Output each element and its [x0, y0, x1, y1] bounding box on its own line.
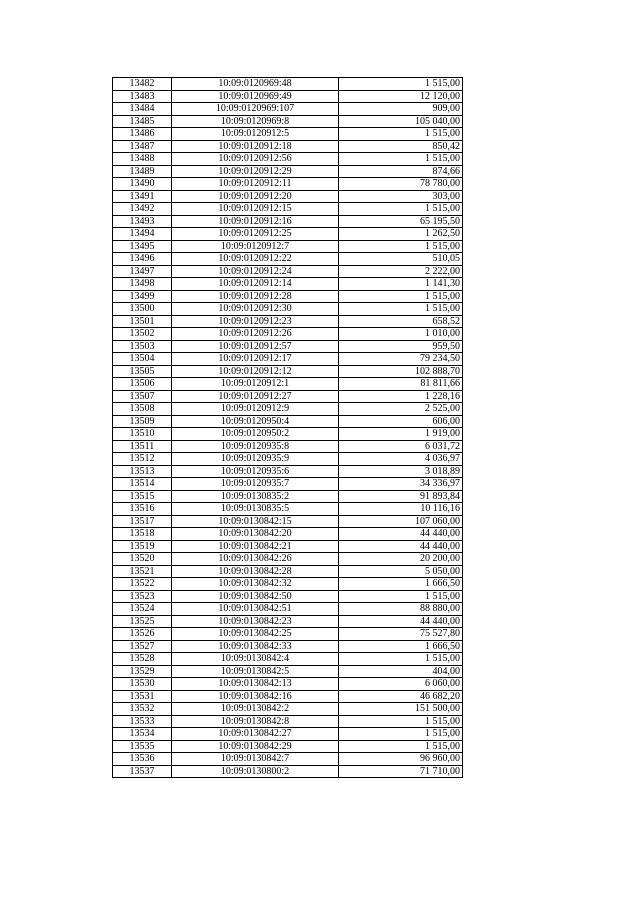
cadastral-number: 10:09:0120912:22 — [172, 253, 339, 266]
table-row — [113, 378, 463, 391]
table-row — [113, 490, 463, 503]
row-number: 13508 — [113, 403, 172, 416]
table-row — [113, 690, 463, 703]
row-number: 13512 — [113, 453, 172, 466]
cadastral-number: 10:09:0120969:8 — [172, 115, 339, 128]
amount-value: 34 336,97 — [339, 478, 463, 491]
amount-value: 1 515,00 — [339, 653, 463, 666]
amount-value: 96 960,00 — [339, 753, 463, 766]
table-row — [113, 503, 463, 516]
cadastral-number: 10:09:0130842:7 — [172, 753, 339, 766]
cadastral-number: 10:09:0130842:8 — [172, 715, 339, 728]
row-number: 13525 — [113, 615, 172, 628]
row-number: 13506 — [113, 378, 172, 391]
row-number: 13514 — [113, 478, 172, 491]
amount-value: 81 811,66 — [339, 378, 463, 391]
row-number: 13489 — [113, 165, 172, 178]
amount-value: 12 120,00 — [339, 90, 463, 103]
amount-value: 44 440,00 — [339, 528, 463, 541]
cadastral-number: 10:09:0130842:28 — [172, 565, 339, 578]
cadastral-number: 10:09:0130842:25 — [172, 628, 339, 641]
table-row — [113, 653, 463, 666]
cadastral-number: 10:09:0130842:20 — [172, 528, 339, 541]
row-number: 13484 — [113, 103, 172, 116]
table-row — [113, 90, 463, 103]
row-number: 13520 — [113, 553, 172, 566]
cadastral-number: 10:09:0130842:5 — [172, 665, 339, 678]
cadastral-number: 10:09:0120912:7 — [172, 240, 339, 253]
table-row — [113, 165, 463, 178]
table-row — [113, 565, 463, 578]
row-number: 13517 — [113, 515, 172, 528]
amount-value: 20 200,00 — [339, 553, 463, 566]
table-row — [113, 615, 463, 628]
row-number: 13532 — [113, 703, 172, 716]
row-number: 13502 — [113, 328, 172, 341]
table-row — [113, 390, 463, 403]
amount-value: 1 515,00 — [339, 290, 463, 303]
cadastral-number: 10:09:0120912:16 — [172, 215, 339, 228]
cadastral-number: 10:09:0120969:48 — [172, 78, 339, 91]
cadastral-number: 10:09:0120912:9 — [172, 403, 339, 416]
cadastral-number: 10:09:0120912:14 — [172, 278, 339, 291]
cadastral-number: 10:09:0120912:11 — [172, 178, 339, 191]
row-number: 13536 — [113, 753, 172, 766]
row-number: 13501 — [113, 315, 172, 328]
cadastral-number: 10:09:0130842:2 — [172, 703, 339, 716]
row-number: 13526 — [113, 628, 172, 641]
table-row — [113, 265, 463, 278]
row-number: 13498 — [113, 278, 172, 291]
amount-value: 1 515,00 — [339, 203, 463, 216]
cadastral-number: 10:09:0130842:26 — [172, 553, 339, 566]
amount-value: 6 031,72 — [339, 440, 463, 453]
cadastral-number: 10:09:0120912:17 — [172, 353, 339, 366]
amount-value: 1 515,00 — [339, 740, 463, 753]
row-number: 13487 — [113, 140, 172, 153]
table-row — [113, 715, 463, 728]
cadastral-number: 10:09:0120935:9 — [172, 453, 339, 466]
table-row — [113, 178, 463, 191]
row-number: 13534 — [113, 728, 172, 741]
amount-value: 303,00 — [339, 190, 463, 203]
cadastral-number: 10:09:0130800:2 — [172, 765, 339, 778]
amount-value: 1 262,50 — [339, 228, 463, 241]
row-number: 13492 — [113, 203, 172, 216]
row-number: 13518 — [113, 528, 172, 541]
row-number: 13491 — [113, 190, 172, 203]
table-row — [113, 515, 463, 528]
amount-value: 6 060,00 — [339, 678, 463, 691]
cadastral-number: 10:09:0120950:4 — [172, 415, 339, 428]
table-row — [113, 315, 463, 328]
amount-value: 1 666,50 — [339, 578, 463, 591]
table-row — [113, 340, 463, 353]
row-number: 13504 — [113, 353, 172, 366]
table-row — [113, 365, 463, 378]
table-row — [113, 640, 463, 653]
row-number: 13495 — [113, 240, 172, 253]
table-row — [113, 140, 463, 153]
amount-value: 91 893,84 — [339, 490, 463, 503]
row-number: 13499 — [113, 290, 172, 303]
amount-value: 1 515,00 — [339, 590, 463, 603]
row-number: 13503 — [113, 340, 172, 353]
cadastral-number: 10:09:0120912:1 — [172, 378, 339, 391]
table-row — [113, 528, 463, 541]
amount-value: 850,42 — [339, 140, 463, 153]
row-number: 13510 — [113, 428, 172, 441]
table-row — [113, 465, 463, 478]
amount-value: 909,00 — [339, 103, 463, 116]
amount-value: 1 010,00 — [339, 328, 463, 341]
amount-value: 1 515,00 — [339, 728, 463, 741]
cadastral-number: 10:09:0120935:8 — [172, 440, 339, 453]
cadastral-number: 10:09:0120912:30 — [172, 303, 339, 316]
table-row — [113, 115, 463, 128]
amount-value: 1 515,00 — [339, 78, 463, 91]
amount-value: 1 515,00 — [339, 240, 463, 253]
amount-value: 606,00 — [339, 415, 463, 428]
amount-value: 71 710,00 — [339, 765, 463, 778]
cadastral-number: 10:09:0120912:27 — [172, 390, 339, 403]
row-number: 13519 — [113, 540, 172, 553]
table-row — [113, 328, 463, 341]
cadastral-number: 10:09:0120969:49 — [172, 90, 339, 103]
cadastral-number: 10:09:0120912:20 — [172, 190, 339, 203]
table-row — [113, 453, 463, 466]
cadastral-number: 10:09:0130842:4 — [172, 653, 339, 666]
cadastral-number: 10:09:0120912:28 — [172, 290, 339, 303]
cadastral-number: 10:09:0120912:12 — [172, 365, 339, 378]
cadastral-number: 10:09:0130835:5 — [172, 503, 339, 516]
row-number: 13483 — [113, 90, 172, 103]
table-row — [113, 590, 463, 603]
cadastral-number: 10:09:0120912:57 — [172, 340, 339, 353]
cadastral-number: 10:09:0120935:6 — [172, 465, 339, 478]
cadastral-table — [112, 77, 463, 778]
table-row — [113, 765, 463, 778]
table-body — [113, 78, 463, 778]
amount-value: 10 116,16 — [339, 503, 463, 516]
row-number: 13523 — [113, 590, 172, 603]
row-number: 13522 — [113, 578, 172, 591]
row-number: 13493 — [113, 215, 172, 228]
table-row — [113, 78, 463, 91]
table-row — [113, 103, 463, 116]
amount-value: 65 195,50 — [339, 215, 463, 228]
cadastral-number: 10:09:0120969:107 — [172, 103, 339, 116]
amount-value: 658,52 — [339, 315, 463, 328]
table-row — [113, 353, 463, 366]
amount-value: 1 515,00 — [339, 153, 463, 166]
table-row — [113, 203, 463, 216]
row-number: 13530 — [113, 678, 172, 691]
amount-value: 105 040,00 — [339, 115, 463, 128]
table-row — [113, 578, 463, 591]
cadastral-number: 10:09:0130842:23 — [172, 615, 339, 628]
cadastral-number: 10:09:0130842:50 — [172, 590, 339, 603]
amount-value: 1 666,50 — [339, 640, 463, 653]
cadastral-number: 10:09:0120912:56 — [172, 153, 339, 166]
cadastral-number: 10:09:0120912:18 — [172, 140, 339, 153]
table-row — [113, 740, 463, 753]
amount-value: 1 515,00 — [339, 715, 463, 728]
row-number: 13507 — [113, 390, 172, 403]
row-number: 13537 — [113, 765, 172, 778]
cadastral-number: 10:09:0120912:5 — [172, 128, 339, 141]
cadastral-number: 10:09:0130842:29 — [172, 740, 339, 753]
amount-value: 88 880,00 — [339, 603, 463, 616]
row-number: 13535 — [113, 740, 172, 753]
cadastral-number: 10:09:0130842:15 — [172, 515, 339, 528]
cadastral-number: 10:09:0120912:24 — [172, 265, 339, 278]
table-row — [113, 278, 463, 291]
table-row — [113, 290, 463, 303]
row-number: 13511 — [113, 440, 172, 453]
amount-value: 1 919,00 — [339, 428, 463, 441]
cadastral-number: 10:09:0130842:21 — [172, 540, 339, 553]
table-row — [113, 428, 463, 441]
table-row — [113, 153, 463, 166]
row-number: 13527 — [113, 640, 172, 653]
table-row — [113, 253, 463, 266]
table-row — [113, 628, 463, 641]
table-row — [113, 603, 463, 616]
amount-value: 102 888,70 — [339, 365, 463, 378]
row-number: 13497 — [113, 265, 172, 278]
table-row — [113, 440, 463, 453]
amount-value: 44 440,00 — [339, 540, 463, 553]
table-row — [113, 553, 463, 566]
cadastral-number: 10:09:0120935:7 — [172, 478, 339, 491]
cadastral-number: 10:09:0130842:27 — [172, 728, 339, 741]
amount-value: 44 440,00 — [339, 615, 463, 628]
amount-value: 1 515,00 — [339, 303, 463, 316]
row-number: 13496 — [113, 253, 172, 266]
row-number: 13505 — [113, 365, 172, 378]
row-number: 13513 — [113, 465, 172, 478]
table-row — [113, 240, 463, 253]
table-row — [113, 190, 463, 203]
cadastral-number: 10:09:0130842:32 — [172, 578, 339, 591]
row-number: 13486 — [113, 128, 172, 141]
row-number: 13524 — [113, 603, 172, 616]
row-number: 13516 — [113, 503, 172, 516]
row-number: 13482 — [113, 78, 172, 91]
amount-value: 1 515,00 — [339, 128, 463, 141]
amount-value: 151 500,00 — [339, 703, 463, 716]
amount-value: 404,00 — [339, 665, 463, 678]
amount-value: 2 525,00 — [339, 403, 463, 416]
amount-value: 874,66 — [339, 165, 463, 178]
amount-value: 75 527,80 — [339, 628, 463, 641]
cadastral-number: 10:09:0120912:29 — [172, 165, 339, 178]
table-row — [113, 728, 463, 741]
table-row — [113, 128, 463, 141]
amount-value: 5 050,00 — [339, 565, 463, 578]
table-row — [113, 215, 463, 228]
amount-value: 1 141,30 — [339, 278, 463, 291]
amount-value: 107 060,00 — [339, 515, 463, 528]
amount-value: 2 222,00 — [339, 265, 463, 278]
amount-value: 1 228,16 — [339, 390, 463, 403]
row-number: 13528 — [113, 653, 172, 666]
table-row — [113, 753, 463, 766]
row-number: 13485 — [113, 115, 172, 128]
table-row — [113, 303, 463, 316]
table-row — [113, 703, 463, 716]
cadastral-number: 10:09:0130842:51 — [172, 603, 339, 616]
amount-value: 78 780,00 — [339, 178, 463, 191]
cadastral-number: 10:09:0120912:26 — [172, 328, 339, 341]
table-row — [113, 665, 463, 678]
row-number: 13533 — [113, 715, 172, 728]
cadastral-number: 10:09:0130842:16 — [172, 690, 339, 703]
cadastral-number: 10:09:0130842:33 — [172, 640, 339, 653]
row-number: 13515 — [113, 490, 172, 503]
amount-value: 4 036,97 — [339, 453, 463, 466]
cadastral-number: 10:09:0120912:23 — [172, 315, 339, 328]
amount-value: 46 682,20 — [339, 690, 463, 703]
row-number: 13509 — [113, 415, 172, 428]
row-number: 13490 — [113, 178, 172, 191]
row-number: 13521 — [113, 565, 172, 578]
cadastral-number: 10:09:0120950:2 — [172, 428, 339, 441]
cadastral-number: 10:09:0120912:25 — [172, 228, 339, 241]
amount-value: 510,05 — [339, 253, 463, 266]
cadastral-number: 10:09:0120912:15 — [172, 203, 339, 216]
amount-value: 959,50 — [339, 340, 463, 353]
cadastral-number: 10:09:0130842:13 — [172, 678, 339, 691]
row-number: 13488 — [113, 153, 172, 166]
row-number: 13494 — [113, 228, 172, 241]
table-row — [113, 678, 463, 691]
row-number: 13500 — [113, 303, 172, 316]
table-row — [113, 478, 463, 491]
amount-value: 79 234,50 — [339, 353, 463, 366]
row-number: 13531 — [113, 690, 172, 703]
table-row — [113, 403, 463, 416]
table-row — [113, 228, 463, 241]
amount-value: 3 018,89 — [339, 465, 463, 478]
cadastral-number: 10:09:0130835:2 — [172, 490, 339, 503]
table-row — [113, 415, 463, 428]
row-number: 13529 — [113, 665, 172, 678]
table-row — [113, 540, 463, 553]
